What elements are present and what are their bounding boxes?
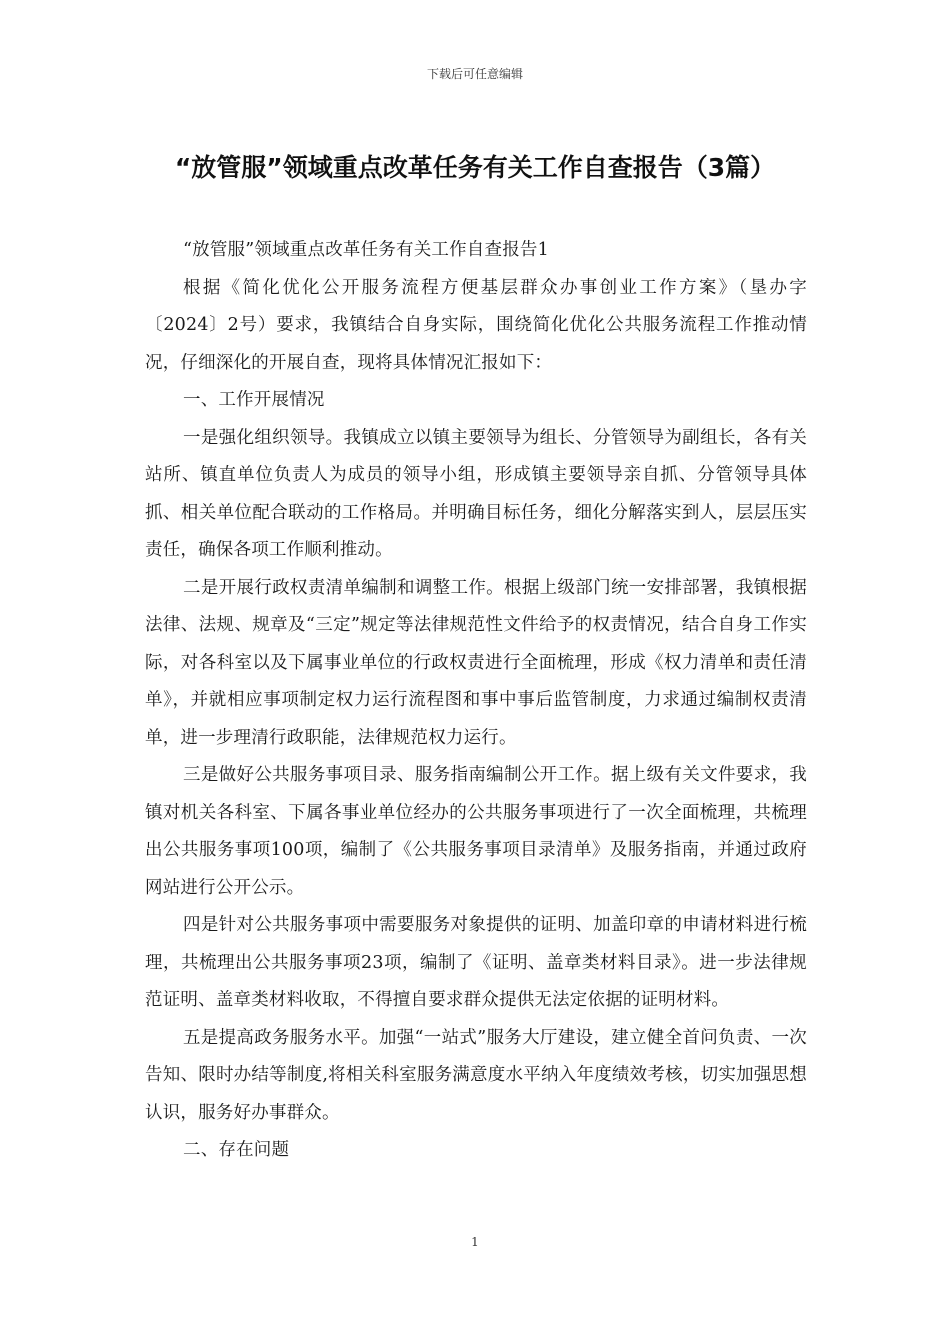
body-paragraph: 四是针对公共服务事项中需要服务对象提供的证明、加盖印章的申请材料进行梳理，共梳理出公共服务事项23项，编制了《证明、盖章类材料目录》。进一步法律规范证明、盖章类材料收取，不得擅自要求群众提供无法定依据的证明材料。 [145,915,807,1010]
page-number: 1 [471,1235,479,1249]
document-body [145,232,807,1170]
section-heading: 二、存在问题 [183,1140,290,1160]
subtitle-paragraph: “放管服”领域重点改革任务有关工作自查报告1 [183,240,549,260]
body-paragraph: 三是做好公共服务事项目录、服务指南编制公开工作。据上级有关文件要求，我镇对机关各科室、下属各事业单位经办的公共服务事项进行了一次全面梳理，共梳理出公共服务事项100项，编制了《公共服务事项目录清单》及服务指南，并通过政府网站进行公开公示。 [145,765,807,898]
header-note: 下载后可任意编辑 [426,67,523,81]
section-heading: 一、工作开展情况 [183,390,325,410]
intro-paragraph: 根据《简化优化公开服务流程方便基层群众办事创业工作方案》（垦办字〔2024〕2号）要求，我镇结合自身实际，围绕简化优化公共服务流程工作推动情况，仔细深化的开展自查，现将具体情况汇报如下： [145,277,807,373]
body-paragraph: 二是开展行政权责清单编制和调整工作。根据上级部门统一安排部署，我镇根据法律、法规、规章及“三定”规定等法律规范性文件给予的权责情况，结合自身工作实际，对各科室以及下属事业单位的行政权责进行全面梳理，形成《权力清单和责任清单》，并就相应事项制定权力运行流程图和事中事后监管制度，力求通过编制权责清单，进一步理清行政职能，法律规范权力运行。 [145,577,807,748]
document-title: “放管服”领域重点改革任务有关工作自查报告（3篇） [174,153,776,182]
body-paragraph: 五是提高政务服务水平。加强“一站式”服务大厅建设，建立健全首问负责、一次告知、限时办结等制度,将相关科室服务满意度水平纳入年度绩效考核，切实加强思想认识，服务好办事群众。 [145,1027,807,1123]
body-paragraph: 一是强化组织领导。我镇成立以镇主要领导为组长、分管领导为副组长，各有关站所、镇直单位负责人为成员的领导小组，形成镇主要领导亲自抓、分管领导具体抓、相关单位配合联动的工作格局。并明确目标任务，细化分解落实到人，层层压实责任，确保各项工作顺利推动。 [145,427,807,560]
